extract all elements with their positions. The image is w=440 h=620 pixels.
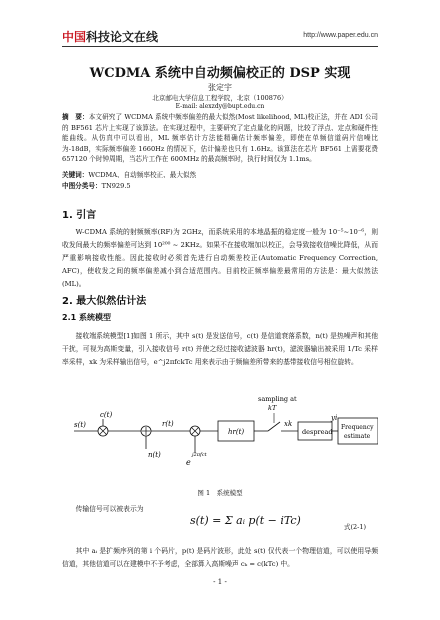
classification-label: 中图分类号： <box>62 182 102 190</box>
transmit-intro: 传输信号可以被表示为 <box>75 505 144 513</box>
sampling-label: sampling at <box>258 395 297 403</box>
abstract <box>62 112 378 165</box>
classification-text: TN929.5 <box>101 182 131 190</box>
paper-title: WCDMA 系统中自动频偏校正的 DSP 实现 <box>89 66 351 81</box>
logo-dark-text: 科技论文在线 <box>86 30 159 44</box>
keywords <box>62 170 378 181</box>
site-url[interactable]: http://www.paper.edu.cn <box>303 32 378 39</box>
site-logo[interactable] <box>62 28 158 45</box>
estimate-label: estimate <box>344 433 371 440</box>
n-label: n(t) <box>148 451 161 459</box>
page-number: - 1 - <box>213 578 227 586</box>
section-heading-ml: 2. 最大似然估计法 <box>62 296 147 307</box>
despread-label: despread <box>302 428 333 436</box>
abstract-label: 摘 要： <box>62 113 89 121</box>
equation-rhs: Σ aᵢ p(t − iTc) <box>224 514 301 527</box>
subsection-heading-model: 2.1 系统模型 <box>62 313 111 322</box>
abstract-text: 本文研究了 WCDMA 系统中频率偏差的最大似然(Most likelihood, ML)校正法，并在 ADI 公司的 BF561 芯片上实现了该算法。在实现过程中，主要研究了定点量化的问题，比较了浮点、定点和硬件性能曲线。从仿真中可以看出，ML 频率估计方法能精确估计频率偏差，即使在单频信道码片信噪比为-18dB，实际频率偏差 1660Hz 的情况下，估计偏差也只有 1.6Hz。该算法在芯片 BF561 上需要花费 657120 个时钟周期，当芯片工作在 600MHz 的最高频率时，执行时间仅为 1.1ms。 <box>62 113 379 163</box>
r-label: r(t) <box>162 420 174 428</box>
model-paragraph: 接收端系统模型[1]如图 1 所示，其中 s(t) 是发送信号，c(t) 是信道衰落系数，n(t) 是热噪声和其他干扰，可视为高斯变量，引入接收信号 r(t) 并使之经过接收滤波器 hr(t)，滤波器输出被采用 1/Tc 采样率采样，xk 为采样输出信号，e^j2πfckTc 用来表示由于频偏差所带来的基带接收信号相位旋转。 <box>62 332 378 366</box>
equation-lhs: s(t) = <box>190 514 225 527</box>
h-label: hr(t) <box>228 428 245 436</box>
frequency-estimate-box <box>338 418 378 444</box>
sampling-sub-label: kT <box>268 404 277 412</box>
frequency-label: Frequency <box>341 424 374 431</box>
author-name: 张定宇 <box>208 83 232 92</box>
email[interactable]: E-mail: alexzdy@bupt.edu.cn <box>175 103 265 110</box>
keywords-label: 关键词： <box>62 171 89 179</box>
figure-caption: 图 1 系统模型 <box>197 489 243 497</box>
keywords-text: WCDMA、自动频率校正、最大似然 <box>88 171 197 179</box>
system-model-diagram <box>62 393 378 485</box>
section-heading-intro: 1. 引言 <box>62 210 97 221</box>
header-divider <box>62 46 378 47</box>
equation-number: 式(2-1) <box>344 523 367 531</box>
equation-2-1 <box>190 514 301 527</box>
x-label: xk <box>284 420 293 428</box>
affiliation: 北京邮电大学信息工程学院，北京（100876） <box>152 94 288 102</box>
s-label: s(t) <box>74 421 86 429</box>
classification <box>62 181 378 192</box>
logo-red-text: 中国 <box>62 30 87 44</box>
after-equation-paragraph: 其中 aᵢ 是扩频序列的第 i 个码片，p(t) 是码片波形，此处 s(t) 仅代表一个物理信道，可以使用导频信道，其他信道可以在建模中不予考虑，全部算入高斯噪声 cₖ = c(kTc) 中。 <box>62 547 378 568</box>
sampler-switch <box>268 422 280 431</box>
exp-sup-label: j2πfct <box>192 452 207 458</box>
y-label: yi <box>331 414 338 422</box>
page-header <box>0 28 440 48</box>
c-label: c(t) <box>100 411 113 419</box>
exp-label: e <box>186 458 191 467</box>
intro-paragraph: W-CDMA 系统的射频频率(RF)为 2GHz，而系统采用的本地晶振的稳定度一般为 10⁻⁵~10⁻⁶，则收发间最大的频率偏差可达到 10²⁰⁰ ~ 2KHz。如果不在接收端加以校正，会导致接收信噪比降低，从而严重影响接收性能。因此接收时必须首先进行自动频差校正(Automatic Frequency Correction, AFC)，使收发之间的频率偏差减小到合适范围内。目前校正频率偏差最常用的方法是：最大似然法(ML)。 <box>62 228 378 288</box>
